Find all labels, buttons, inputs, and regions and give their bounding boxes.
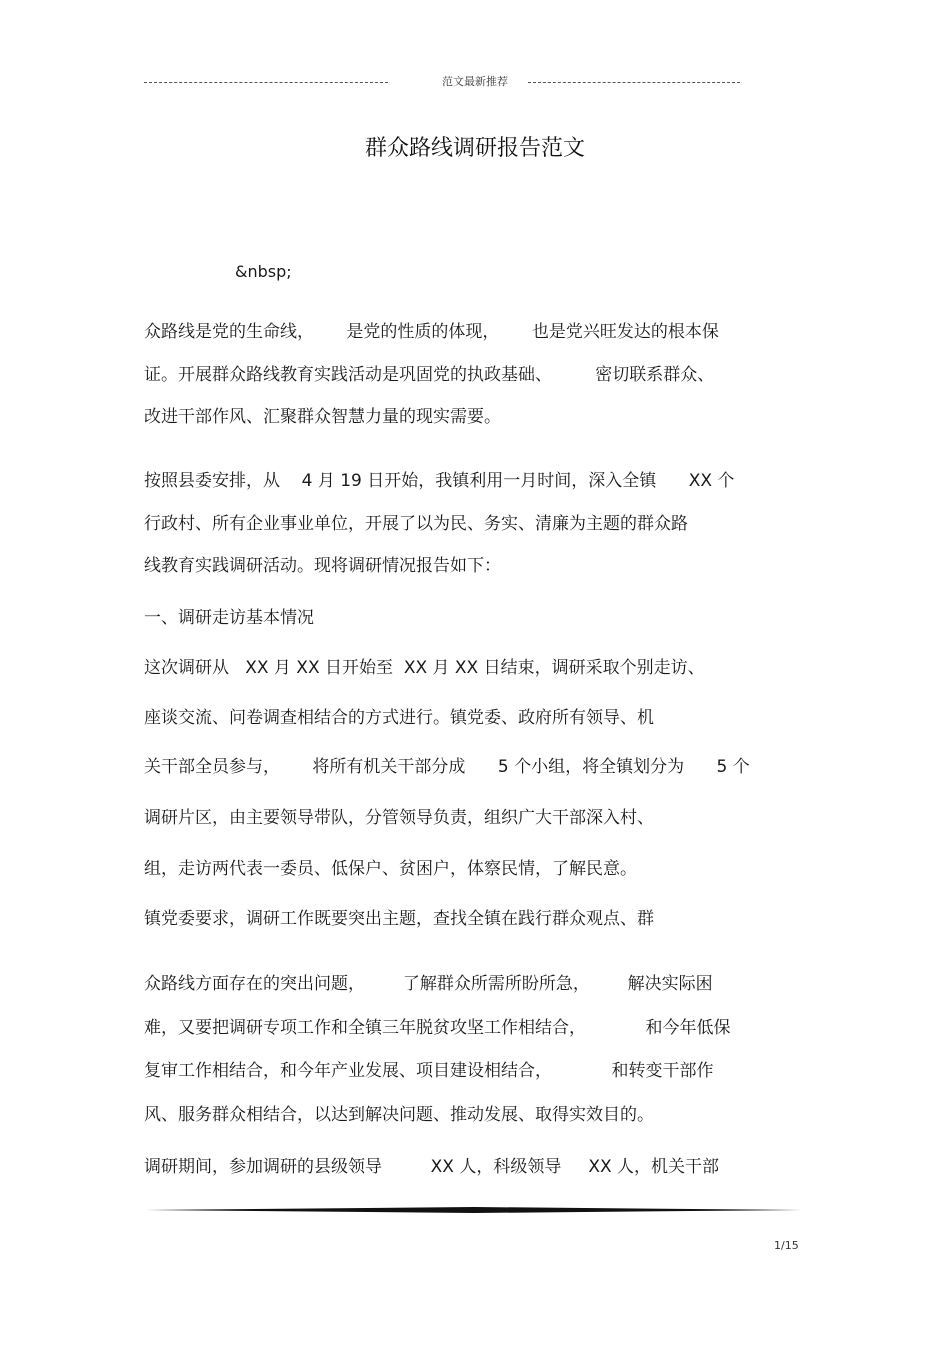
section-heading: 一、调研走访基本情况 — [144, 608, 314, 628]
body-line: 按照县委安排，从 4 月 19 日开始，我镇利用一月时间，深入全镇 XX 个 — [144, 471, 735, 491]
header-label: 范文最新推荐 — [442, 75, 508, 88]
header-dashed-rule-right — [528, 82, 740, 83]
body-line: 难，又要把调研专项工作和全镇三年脱贫攻坚工作相结合， 和今年低保 — [144, 1018, 731, 1038]
header-dashed-rule-left — [144, 82, 388, 83]
page-header — [144, 74, 740, 90]
document-title: 群众路线调研报告范文 — [364, 136, 585, 161]
body-line: 行政村、所有企业事业单位，开展了以为民、务实、清廉为主题的群众路 — [144, 514, 688, 534]
page-number: 1/15 — [774, 1239, 799, 1252]
body-line: 调研期间，参加调研的县级领导 XX 人，科级领导 XX 人，机关干部 — [144, 1157, 720, 1177]
stray-nbsp-text: &nbsp; — [235, 262, 292, 281]
body-line: 众路线方面存在的突出问题， 了解群众所需所盼所急， 解决实际困 — [144, 974, 713, 994]
body-line: 这次调研从 XX 月 XX 日开始至 XX 月 XX 日结束，调研采取个别走访、 — [144, 658, 705, 678]
body-line: 复审工作相结合，和今年产业发展、项目建设相结合， 和转变干部作 — [144, 1061, 714, 1081]
body-line: 关干部全员参与， 将所有机关干部分成 5 个小组，将全镇划分为 5 个 — [144, 757, 750, 777]
body-line: 风、服务群众相结合，以达到解决问题、推动发展、取得实效目的。 — [144, 1105, 654, 1125]
body-line: 线教育实践调研活动。现将调研情况报告如下： — [144, 556, 501, 576]
body-line: 镇党委要求，调研工作既要突出主题，查找全镇在践行群众观点、群 — [144, 909, 654, 929]
body-line: 证。开展群众路线教育实践活动是巩固党的执政基础、 密切联系群众、 — [144, 365, 715, 385]
footer-rule — [146, 1207, 802, 1213]
body-line: 调研片区，由主要领导带队，分管领导负责，组织广大干部深入村、 — [144, 808, 654, 828]
body-line: 组，走访两代表一委员、低保户、贫困户，体察民情，了解民意。 — [144, 859, 637, 879]
body-line: 座谈交流、问卷调查相结合的方式进行。镇党委、政府所有领导、机 — [144, 708, 654, 728]
body-line: 众路线是党的生命线， 是党的性质的体现， 也是党兴旺发达的根本保 — [144, 322, 719, 342]
body-line: 改进干部作风、汇聚群众智慧力量的现实需要。 — [144, 407, 501, 427]
